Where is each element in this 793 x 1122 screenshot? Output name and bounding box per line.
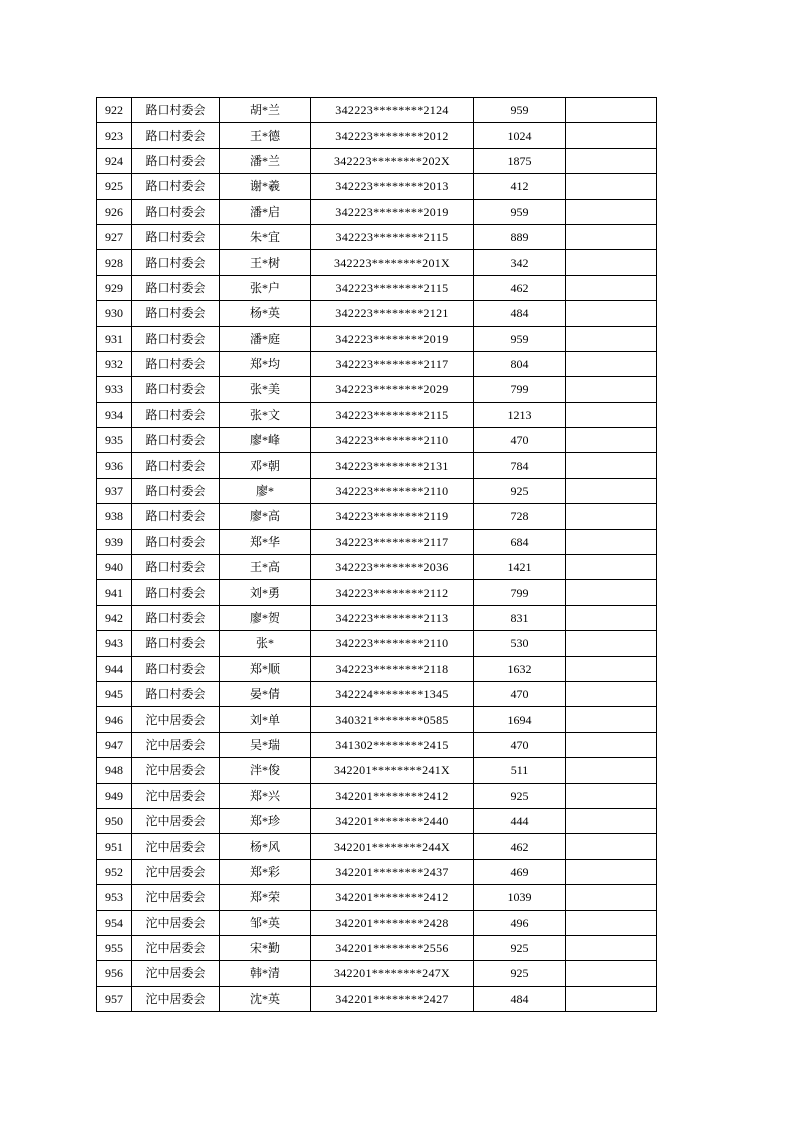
empty-cell [566, 834, 657, 859]
committee-cell: 路口村委会 [132, 529, 220, 554]
table-row [97, 707, 657, 732]
committee-cell: 路口村委会 [132, 224, 220, 249]
empty-cell [566, 681, 657, 706]
name-cell: 廖*贺 [220, 605, 311, 630]
row-number-cell: 928 [97, 250, 132, 275]
table-row [97, 199, 657, 224]
row-number-cell: 922 [97, 98, 132, 123]
committee-cell: 沱中居委会 [132, 758, 220, 783]
row-number-cell: 930 [97, 301, 132, 326]
name-cell: 潘*启 [220, 199, 311, 224]
row-number-cell: 950 [97, 808, 132, 833]
beneficiary-table [96, 97, 657, 1012]
empty-cell [566, 986, 657, 1011]
name-cell: 沈*英 [220, 986, 311, 1011]
id-number-cell: 342201********2412 [311, 885, 474, 910]
committee-cell: 路口村委会 [132, 148, 220, 173]
empty-cell [566, 326, 657, 351]
row-number-cell: 951 [97, 834, 132, 859]
row-number-cell: 952 [97, 859, 132, 884]
table-row [97, 529, 657, 554]
committee-cell: 路口村委会 [132, 98, 220, 123]
empty-cell [566, 935, 657, 960]
name-cell: 王*树 [220, 250, 311, 275]
table-row [97, 859, 657, 884]
id-number-cell: 342223********2115 [311, 224, 474, 249]
committee-cell: 沱中居委会 [132, 732, 220, 757]
table-row [97, 402, 657, 427]
id-number-cell: 342201********2440 [311, 808, 474, 833]
table-row [97, 478, 657, 503]
amount-cell: 799 [474, 580, 566, 605]
amount-cell: 804 [474, 351, 566, 376]
row-number-cell: 936 [97, 453, 132, 478]
row-number-cell: 948 [97, 758, 132, 783]
amount-cell: 1213 [474, 402, 566, 427]
id-number-cell: 342223********2012 [311, 123, 474, 148]
amount-cell: 470 [474, 681, 566, 706]
table-row [97, 732, 657, 757]
row-number-cell: 933 [97, 377, 132, 402]
table-row [97, 961, 657, 986]
empty-cell [566, 275, 657, 300]
row-number-cell: 941 [97, 580, 132, 605]
empty-cell [566, 580, 657, 605]
committee-cell: 路口村委会 [132, 402, 220, 427]
committee-cell: 路口村委会 [132, 681, 220, 706]
name-cell: 谢*羲 [220, 174, 311, 199]
amount-cell: 959 [474, 98, 566, 123]
table-row [97, 631, 657, 656]
name-cell: 邓*朝 [220, 453, 311, 478]
amount-cell: 496 [474, 910, 566, 935]
committee-cell: 路口村委会 [132, 174, 220, 199]
empty-cell [566, 529, 657, 554]
table-row [97, 834, 657, 859]
committee-cell: 路口村委会 [132, 428, 220, 453]
name-cell: 泮*俊 [220, 758, 311, 783]
id-number-cell: 342223********202X [311, 148, 474, 173]
amount-cell: 1875 [474, 148, 566, 173]
amount-cell: 462 [474, 834, 566, 859]
committee-cell: 沱中居委会 [132, 986, 220, 1011]
id-number-cell: 342223********2029 [311, 377, 474, 402]
committee-cell: 路口村委会 [132, 250, 220, 275]
table-row [97, 250, 657, 275]
table-row [97, 326, 657, 351]
amount-cell: 469 [474, 859, 566, 884]
table-row [97, 148, 657, 173]
name-cell: 宋*勤 [220, 935, 311, 960]
empty-cell [566, 377, 657, 402]
amount-cell: 728 [474, 504, 566, 529]
row-number-cell: 949 [97, 783, 132, 808]
amount-cell: 444 [474, 808, 566, 833]
amount-cell: 1039 [474, 885, 566, 910]
committee-cell: 沱中居委会 [132, 859, 220, 884]
amount-cell: 799 [474, 377, 566, 402]
id-number-cell: 342201********247X [311, 961, 474, 986]
row-number-cell: 946 [97, 707, 132, 732]
table-row [97, 656, 657, 681]
row-number-cell: 957 [97, 986, 132, 1011]
id-number-cell: 342223********2115 [311, 402, 474, 427]
table-row [97, 555, 657, 580]
table-row [97, 275, 657, 300]
row-number-cell: 929 [97, 275, 132, 300]
committee-cell: 路口村委会 [132, 301, 220, 326]
name-cell: 郑*荣 [220, 885, 311, 910]
table-row [97, 123, 657, 148]
empty-cell [566, 351, 657, 376]
id-number-cell: 342201********244X [311, 834, 474, 859]
amount-cell: 1632 [474, 656, 566, 681]
table-row [97, 935, 657, 960]
name-cell: 廖*高 [220, 504, 311, 529]
amount-cell: 342 [474, 250, 566, 275]
name-cell: 张* [220, 631, 311, 656]
table-row [97, 224, 657, 249]
name-cell: 杨*风 [220, 834, 311, 859]
name-cell: 郑*珍 [220, 808, 311, 833]
table-row [97, 377, 657, 402]
empty-cell [566, 961, 657, 986]
name-cell: 邹*英 [220, 910, 311, 935]
committee-cell: 路口村委会 [132, 555, 220, 580]
name-cell: 潘*庭 [220, 326, 311, 351]
row-number-cell: 934 [97, 402, 132, 427]
amount-cell: 959 [474, 326, 566, 351]
id-number-cell: 342201********2412 [311, 783, 474, 808]
id-number-cell: 342223********2019 [311, 326, 474, 351]
committee-cell: 沱中居委会 [132, 961, 220, 986]
amount-cell: 925 [474, 478, 566, 503]
id-number-cell: 342223********2124 [311, 98, 474, 123]
amount-cell: 530 [474, 631, 566, 656]
committee-cell: 路口村委会 [132, 123, 220, 148]
empty-cell [566, 301, 657, 326]
committee-cell: 路口村委会 [132, 326, 220, 351]
row-number-cell: 944 [97, 656, 132, 681]
id-number-cell: 342223********2131 [311, 453, 474, 478]
amount-cell: 784 [474, 453, 566, 478]
name-cell: 杨*英 [220, 301, 311, 326]
empty-cell [566, 453, 657, 478]
table-row [97, 681, 657, 706]
empty-cell [566, 428, 657, 453]
name-cell: 郑*兴 [220, 783, 311, 808]
amount-cell: 684 [474, 529, 566, 554]
id-number-cell: 342223********2036 [311, 555, 474, 580]
committee-cell: 路口村委会 [132, 351, 220, 376]
table-row [97, 428, 657, 453]
id-number-cell: 342223********2013 [311, 174, 474, 199]
row-number-cell: 937 [97, 478, 132, 503]
id-number-cell: 342201********241X [311, 758, 474, 783]
row-number-cell: 925 [97, 174, 132, 199]
id-number-cell: 342224********1345 [311, 681, 474, 706]
empty-cell [566, 808, 657, 833]
id-number-cell: 342223********2117 [311, 351, 474, 376]
empty-cell [566, 250, 657, 275]
empty-cell [566, 504, 657, 529]
row-number-cell: 938 [97, 504, 132, 529]
name-cell: 郑*均 [220, 351, 311, 376]
empty-cell [566, 707, 657, 732]
table-row [97, 758, 657, 783]
id-number-cell: 340321********0585 [311, 707, 474, 732]
empty-cell [566, 783, 657, 808]
committee-cell: 沱中居委会 [132, 910, 220, 935]
empty-cell [566, 910, 657, 935]
table-row [97, 98, 657, 123]
committee-cell: 路口村委会 [132, 580, 220, 605]
id-number-cell: 342223********2110 [311, 428, 474, 453]
amount-cell: 1694 [474, 707, 566, 732]
row-number-cell: 953 [97, 885, 132, 910]
row-number-cell: 935 [97, 428, 132, 453]
amount-cell: 484 [474, 301, 566, 326]
committee-cell: 沱中居委会 [132, 808, 220, 833]
id-number-cell: 341302********2415 [311, 732, 474, 757]
empty-cell [566, 656, 657, 681]
amount-cell: 831 [474, 605, 566, 630]
committee-cell: 路口村委会 [132, 275, 220, 300]
row-number-cell: 927 [97, 224, 132, 249]
row-number-cell: 924 [97, 148, 132, 173]
amount-cell: 412 [474, 174, 566, 199]
amount-cell: 925 [474, 961, 566, 986]
empty-cell [566, 199, 657, 224]
name-cell: 刘*单 [220, 707, 311, 732]
amount-cell: 1024 [474, 123, 566, 148]
name-cell: 潘*兰 [220, 148, 311, 173]
name-cell: 刘*勇 [220, 580, 311, 605]
amount-cell: 511 [474, 758, 566, 783]
table-row [97, 453, 657, 478]
id-number-cell: 342201********2437 [311, 859, 474, 884]
row-number-cell: 940 [97, 555, 132, 580]
empty-cell [566, 224, 657, 249]
id-number-cell: 342223********2112 [311, 580, 474, 605]
row-number-cell: 943 [97, 631, 132, 656]
amount-cell: 1421 [474, 555, 566, 580]
row-number-cell: 942 [97, 605, 132, 630]
table-row [97, 351, 657, 376]
table-row [97, 808, 657, 833]
row-number-cell: 954 [97, 910, 132, 935]
committee-cell: 路口村委会 [132, 504, 220, 529]
id-number-cell: 342201********2427 [311, 986, 474, 1011]
amount-cell: 470 [474, 428, 566, 453]
table-row [97, 301, 657, 326]
id-number-cell: 342223********2118 [311, 656, 474, 681]
name-cell: 朱*宜 [220, 224, 311, 249]
committee-cell: 路口村委会 [132, 656, 220, 681]
name-cell: 晏*倩 [220, 681, 311, 706]
id-number-cell: 342223********2121 [311, 301, 474, 326]
name-cell: 郑*华 [220, 529, 311, 554]
amount-cell: 484 [474, 986, 566, 1011]
name-cell: 张*文 [220, 402, 311, 427]
name-cell: 张*户 [220, 275, 311, 300]
table-row [97, 605, 657, 630]
id-number-cell: 342201********2428 [311, 910, 474, 935]
id-number-cell: 342223********2115 [311, 275, 474, 300]
empty-cell [566, 148, 657, 173]
committee-cell: 沱中居委会 [132, 834, 220, 859]
table-row [97, 910, 657, 935]
row-number-cell: 955 [97, 935, 132, 960]
id-number-cell: 342223********2119 [311, 504, 474, 529]
committee-cell: 路口村委会 [132, 453, 220, 478]
id-number-cell: 342223********2113 [311, 605, 474, 630]
committee-cell: 沱中居委会 [132, 885, 220, 910]
committee-cell: 路口村委会 [132, 199, 220, 224]
name-cell: 韩*清 [220, 961, 311, 986]
committee-cell: 沱中居委会 [132, 783, 220, 808]
name-cell: 张*美 [220, 377, 311, 402]
name-cell: 王*高 [220, 555, 311, 580]
empty-cell [566, 885, 657, 910]
committee-cell: 沱中居委会 [132, 935, 220, 960]
amount-cell: 889 [474, 224, 566, 249]
table-row [97, 504, 657, 529]
name-cell: 吴*瑞 [220, 732, 311, 757]
row-number-cell: 931 [97, 326, 132, 351]
empty-cell [566, 758, 657, 783]
id-number-cell: 342201********2556 [311, 935, 474, 960]
name-cell: 郑*顺 [220, 656, 311, 681]
table-row [97, 783, 657, 808]
name-cell: 胡*兰 [220, 98, 311, 123]
id-number-cell: 342223********2019 [311, 199, 474, 224]
amount-cell: 959 [474, 199, 566, 224]
row-number-cell: 923 [97, 123, 132, 148]
amount-cell: 462 [474, 275, 566, 300]
row-number-cell: 939 [97, 529, 132, 554]
committee-cell: 路口村委会 [132, 605, 220, 630]
id-number-cell: 342223********2110 [311, 631, 474, 656]
empty-cell [566, 732, 657, 757]
row-number-cell: 956 [97, 961, 132, 986]
committee-cell: 路口村委会 [132, 377, 220, 402]
empty-cell [566, 555, 657, 580]
empty-cell [566, 402, 657, 427]
amount-cell: 925 [474, 783, 566, 808]
empty-cell [566, 478, 657, 503]
amount-cell: 925 [474, 935, 566, 960]
name-cell: 廖* [220, 478, 311, 503]
empty-cell [566, 631, 657, 656]
name-cell: 王*德 [220, 123, 311, 148]
row-number-cell: 945 [97, 681, 132, 706]
table-row [97, 580, 657, 605]
empty-cell [566, 605, 657, 630]
row-number-cell: 932 [97, 351, 132, 376]
committee-cell: 沱中居委会 [132, 707, 220, 732]
table-row [97, 986, 657, 1011]
name-cell: 廖*峰 [220, 428, 311, 453]
empty-cell [566, 174, 657, 199]
table-row [97, 174, 657, 199]
table-row [97, 885, 657, 910]
row-number-cell: 947 [97, 732, 132, 757]
name-cell: 郑*彩 [220, 859, 311, 884]
empty-cell [566, 859, 657, 884]
id-number-cell: 342223********201X [311, 250, 474, 275]
table-body [97, 98, 657, 1012]
empty-cell [566, 98, 657, 123]
id-number-cell: 342223********2110 [311, 478, 474, 503]
committee-cell: 路口村委会 [132, 631, 220, 656]
amount-cell: 470 [474, 732, 566, 757]
committee-cell: 路口村委会 [132, 478, 220, 503]
id-number-cell: 342223********2117 [311, 529, 474, 554]
empty-cell [566, 123, 657, 148]
row-number-cell: 926 [97, 199, 132, 224]
